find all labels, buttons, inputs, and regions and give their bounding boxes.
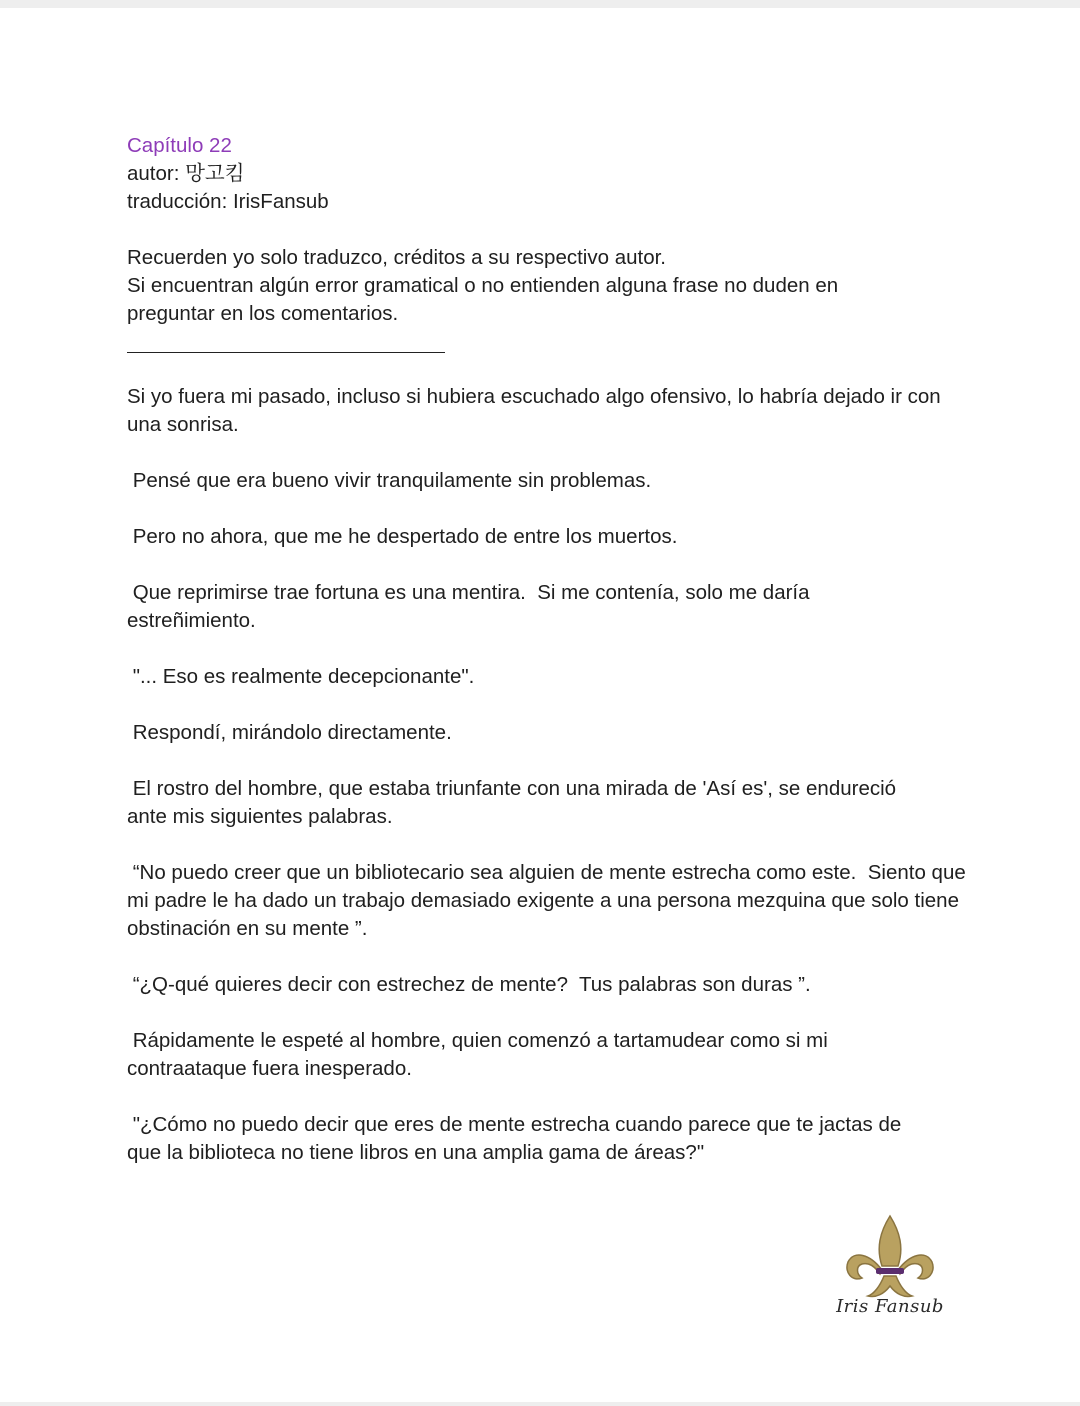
author-line: autor: 망고킴 xyxy=(127,162,245,185)
paragraph: Si yo fuera mi pasado, incluso si hubiera escuchado algo ofensivo, lo habría dejado ir con una sonrisa. xyxy=(127,385,947,436)
paragraph: “¿Q-qué quieres decir con estrechez de mente? Tus palabras son duras ”. xyxy=(127,973,811,996)
chapter-title: Capítulo 22 xyxy=(127,134,232,157)
translation-line: traducción: IrisFansub xyxy=(127,190,329,213)
paragraph: "¿Cómo no puedo decir que eres de mente estrecha cuando parece que te jactas de que la biblioteca no tiene libros en una amplia gama de áreas?" xyxy=(127,1113,907,1164)
notice-line-1: Recuerden yo solo traduzco, créditos a su respectivo autor. xyxy=(127,246,666,269)
paragraph: Respondí, mirándolo directamente. xyxy=(127,721,452,744)
separator-line xyxy=(127,352,445,353)
watermark-text: Iris Fansub xyxy=(836,1296,944,1317)
notice-line-2: Si encuentran algún error gramatical o no entienden alguna frase no duden en preguntar en los comentarios. xyxy=(127,274,844,325)
paragraph: Rápidamente le espeté al hombre, quien comenzó a tartamudear como si mi contraataque fuera inesperado. xyxy=(127,1029,834,1080)
bottom-edge xyxy=(0,1402,1080,1406)
paragraph: “No puedo creer que un bibliotecario sea alguien de mente estrecha como este. Siento que mi padre le ha dado un trabajo demasiado exigente a una persona mezquina que solo tiene obstinación en su mente ”. xyxy=(127,861,972,940)
paragraph: "... Eso es realmente decepcionante". xyxy=(127,665,475,688)
paragraph: Que reprimirse trae fortuna es una mentira. Si me contenía, solo me daría estreñimiento. xyxy=(127,581,816,632)
top-edge xyxy=(0,0,1080,8)
paragraph: Pero no ahora, que me he despertado de entre los muertos. xyxy=(127,525,678,548)
paragraph: Pensé que era bueno vivir tranquilamente sin problemas. xyxy=(127,469,652,492)
paragraph: El rostro del hombre, que estaba triunfante con una mirada de 'Así es', se endureció ante mis siguientes palabras. xyxy=(127,777,902,828)
document-body xyxy=(127,132,972,1167)
